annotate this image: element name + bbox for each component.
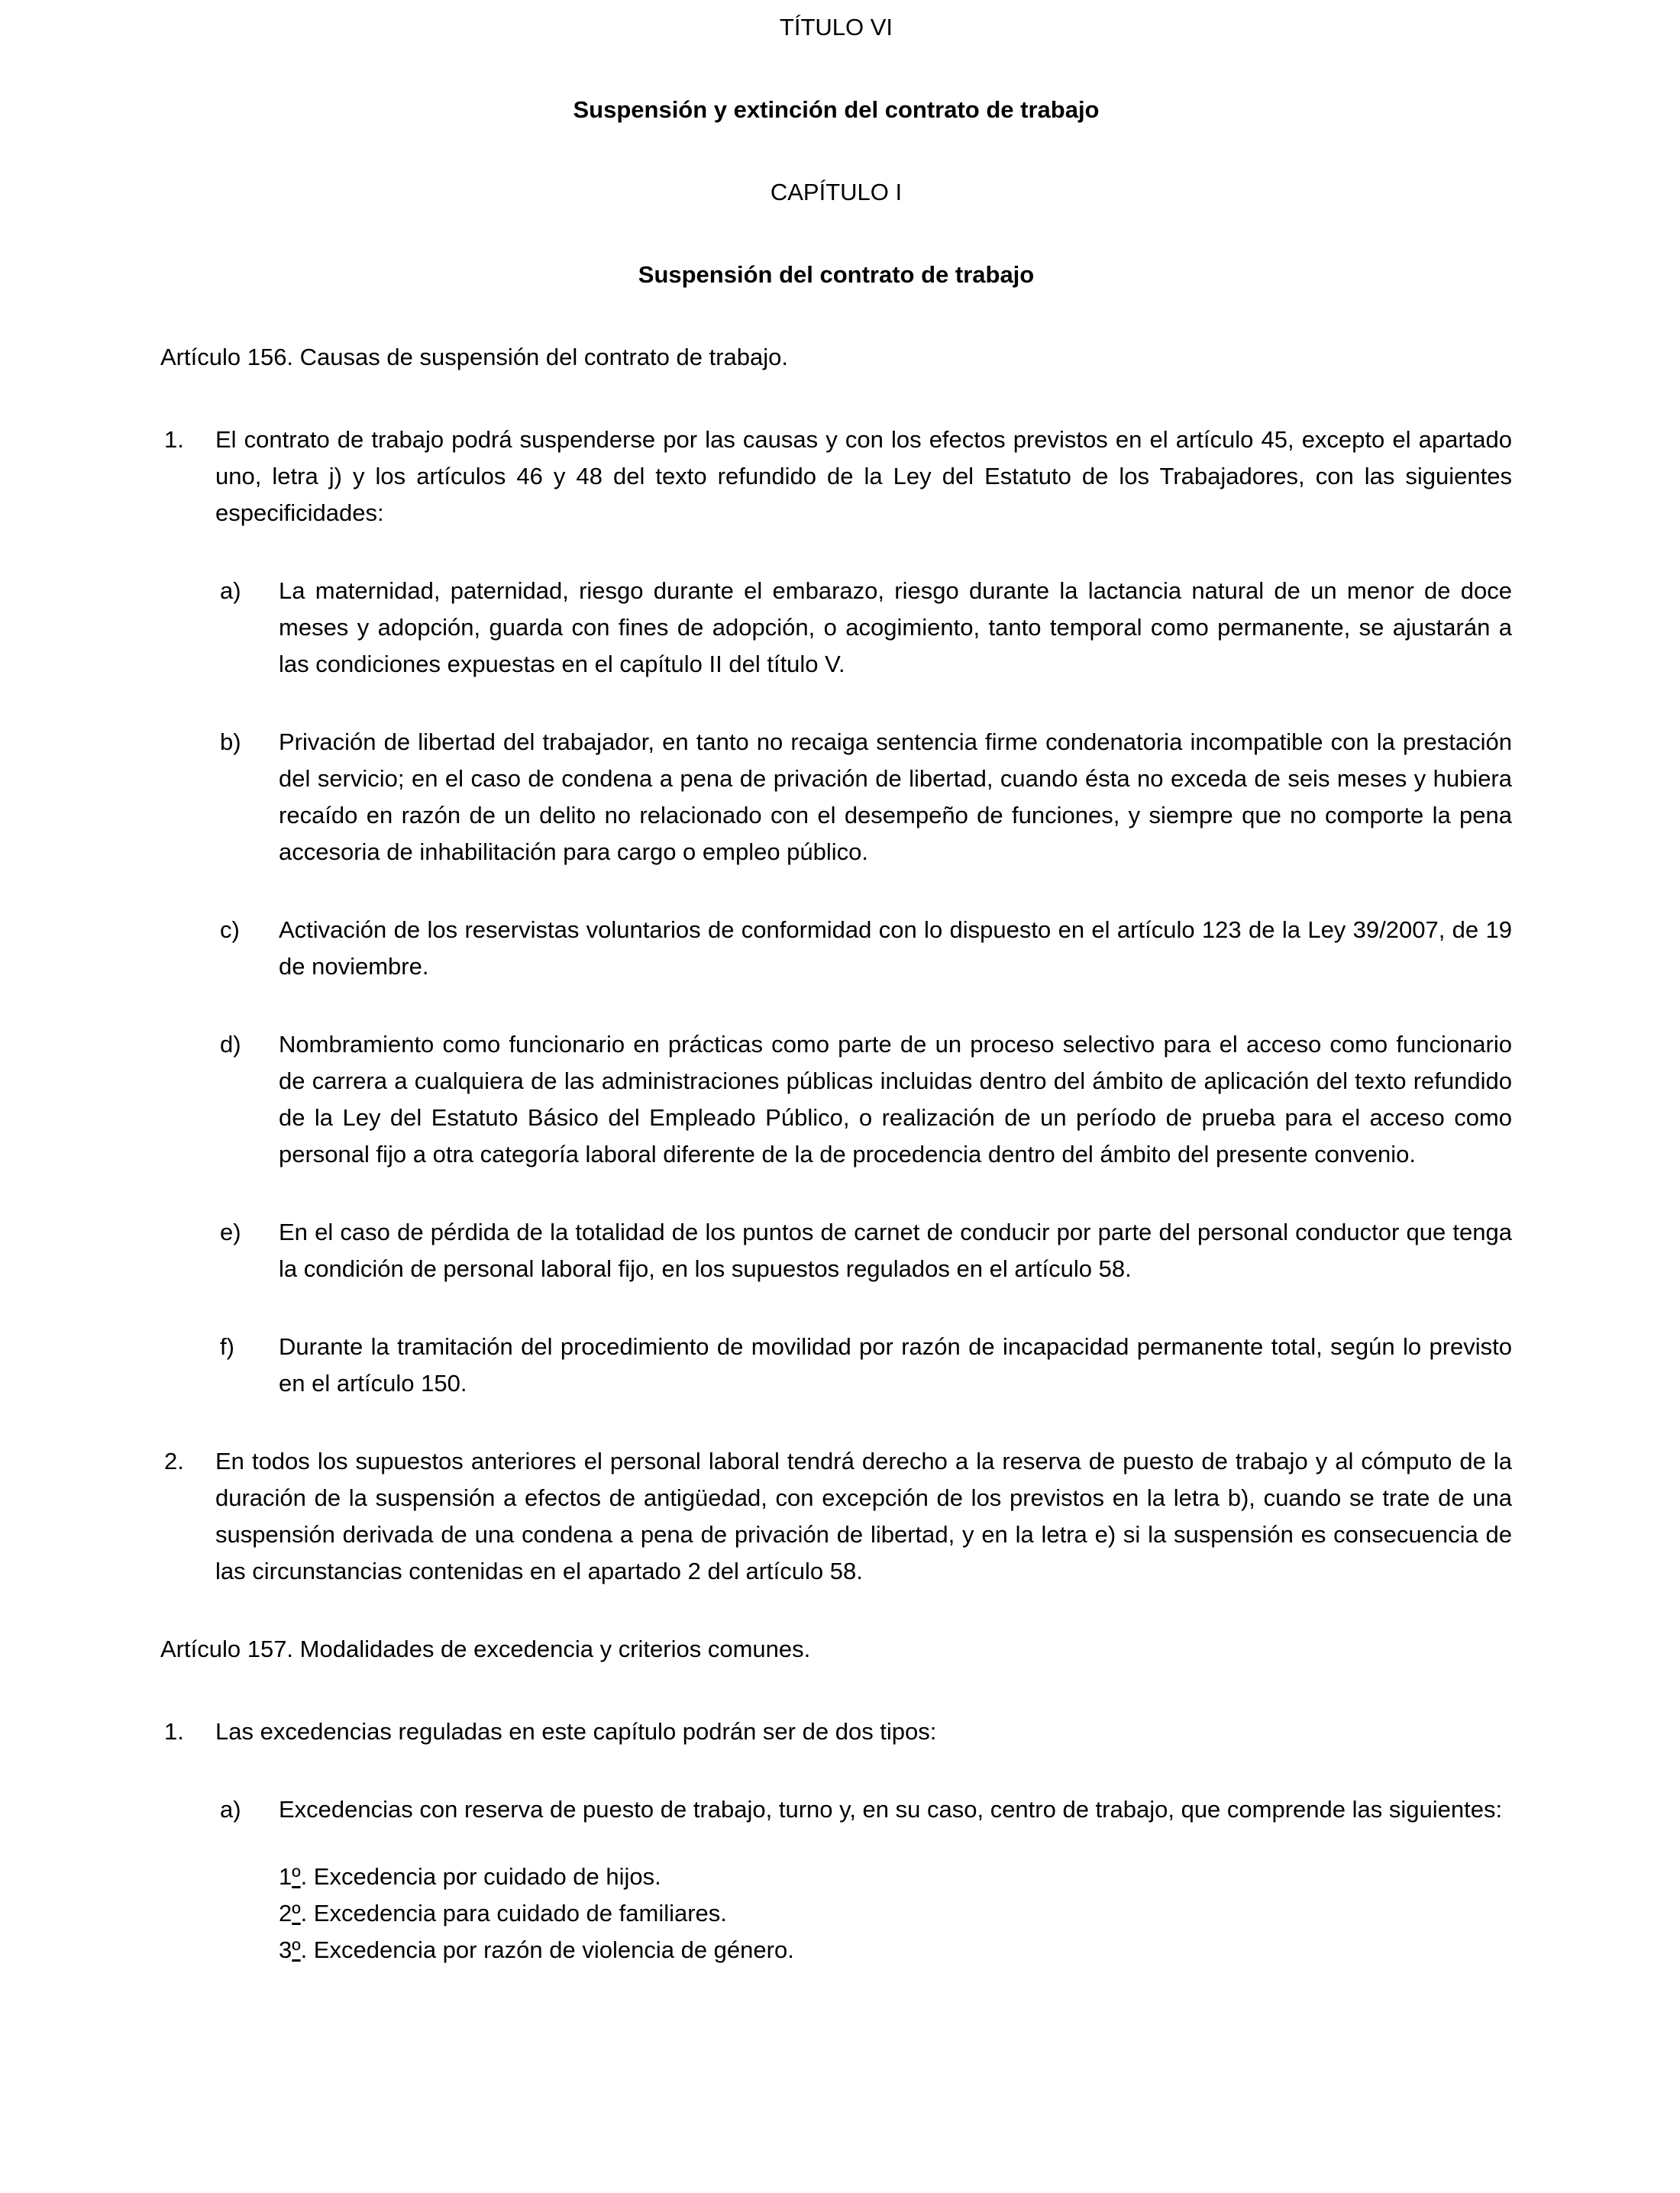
ordinal-item-1 [279,1859,1512,1895]
letter-text: Durante la tramitación del procedimiento de movilidad por razón de incapacidad permanente total, según lo previsto en el artículo 150. [279,1333,1512,1397]
article-157-item-1 [160,1713,1512,1750]
article-156-letter-a [160,573,1512,683]
ordinal-text: . Excedencia para cuidado de familiares. [300,1900,727,1927]
letter-text: Nombramiento como funcionario en prácticas como parte de un proceso selectivo para el acceso como funcionario de carrera a cualquiera de las administraciones públicas incluidas dentro del ámbito de aplicación del texto refundido de la Ley del Estatuto Básico del Empleado Público, o realización de un período de prueba para el acceso como personal fijo a otra categoría laboral diferente de la de procedencia dentro del ámbito del presente convenio. [279,1031,1512,1168]
letter-text: Activación de los reservistas voluntarios de conformidad con lo dispuesto en el artículo 123 de la Ley 39/2007, de 19 de noviembre. [279,916,1512,980]
ordinal-text: . Excedencia por cuidado de hijos. [300,1863,661,1890]
letter-label: c) [220,916,240,943]
letter-label: a) [220,1796,241,1823]
item-text: Las excedencias reguladas en este capítulo podrán ser de dos tipos: [215,1718,937,1745]
letter-label: d) [220,1031,241,1058]
item-number: 1. [164,1718,184,1745]
letter-text: La maternidad, paternidad, riesgo durante el embarazo, riesgo durante la lactancia natural de un menor de doce meses y adopción, guarda con fines de adopción, o acogimiento, tanto temporal como permanente, se ajustarán a las condiciones expuestas en el capítulo II del título V. [279,577,1512,677]
chapter-heading: CAPÍTULO I [770,179,903,205]
article-156-item-2 [160,1443,1512,1590]
article-156-letter-c [160,912,1512,985]
article-156-heading: Artículo 156. Causas de suspensión del contrato de trabajo. [160,344,789,370]
letter-label: b) [220,728,241,755]
article-157-heading: Artículo 157. Modalidades de excedencia y criterios comunes. [160,1636,811,1662]
letter-text: Privación de libertad del trabajador, en tanto no recaiga sentencia firme condenatoria incompatible con la prestación del servicio; en el caso de condena a pena de privación de libertad, cuando ésta no exceda de seis meses y hubiera recaído en razón de un delito no relacionado con el desempeño de funciones, y siempre que no comporte la pena accesoria de inhabilitación para cargo o empleo público. [279,728,1512,865]
article-156-item-1 [160,421,1512,531]
article-156-letter-b [160,724,1512,870]
ordinal-indicator: º [292,1863,301,1890]
item-text: En todos los supuestos anteriores el personal laboral tendrá derecho a la reserva de puesto de trabajo y al cómputo de la duración de la suspensión a efectos de antigüedad, con excepción de los previstos en la letra b), cuando se trate de una suspensión derivada de una condena a pena de privación de libertad, y en la letra e) si la suspensión es consecuencia de las circunstancias contenidas en el apartado 2 del artículo 58. [215,1448,1512,1584]
ordinal-indicator: º [292,1900,301,1927]
article-156-letter-f [160,1329,1512,1402]
article-157-letter-a [160,1791,1512,1828]
ordinal-number: 3 [279,1936,292,1963]
item-number: 2. [164,1448,184,1474]
letter-label: f) [220,1333,234,1360]
ordinal-text: . Excedencia por razón de violencia de género. [300,1936,794,1963]
title-heading: TÍTULO VI [779,14,893,40]
ordinal-indicator: º [292,1936,301,1963]
chapter-title-heading: Suspensión del contrato de trabajo [638,261,1035,288]
ordinal-item-3 [279,1932,1512,1969]
section-title-heading: Suspensión y extinción del contrato de trabajo [573,96,1100,123]
article-156-letter-e [160,1214,1512,1287]
letter-label: e) [220,1219,241,1245]
letter-label: a) [220,577,241,604]
item-text: El contrato de trabajo podrá suspenderse por las causas y con los efectos previstos en el artículo 45, excepto el apartado uno, letra j) y los artículos 46 y 48 del texto refundido de la Ley del Estatuto de los Trabajadores, con las siguientes especificidades: [215,426,1512,526]
letter-text: Excedencias con reserva de puesto de trabajo, turno y, en su caso, centro de trabajo, que comprende las siguientes: [279,1796,1503,1823]
ordinal-number: 1 [279,1863,292,1890]
ordinal-number: 2 [279,1900,292,1927]
ordinal-item-2 [279,1895,1512,1932]
article-156-letter-d [160,1026,1512,1173]
letter-text: En el caso de pérdida de la totalidad de los puntos de carnet de conducir por parte del personal conductor que tenga la condición de personal laboral fijo, en los supuestos regulados en el artículo 58. [279,1219,1512,1282]
item-number: 1. [164,426,184,453]
